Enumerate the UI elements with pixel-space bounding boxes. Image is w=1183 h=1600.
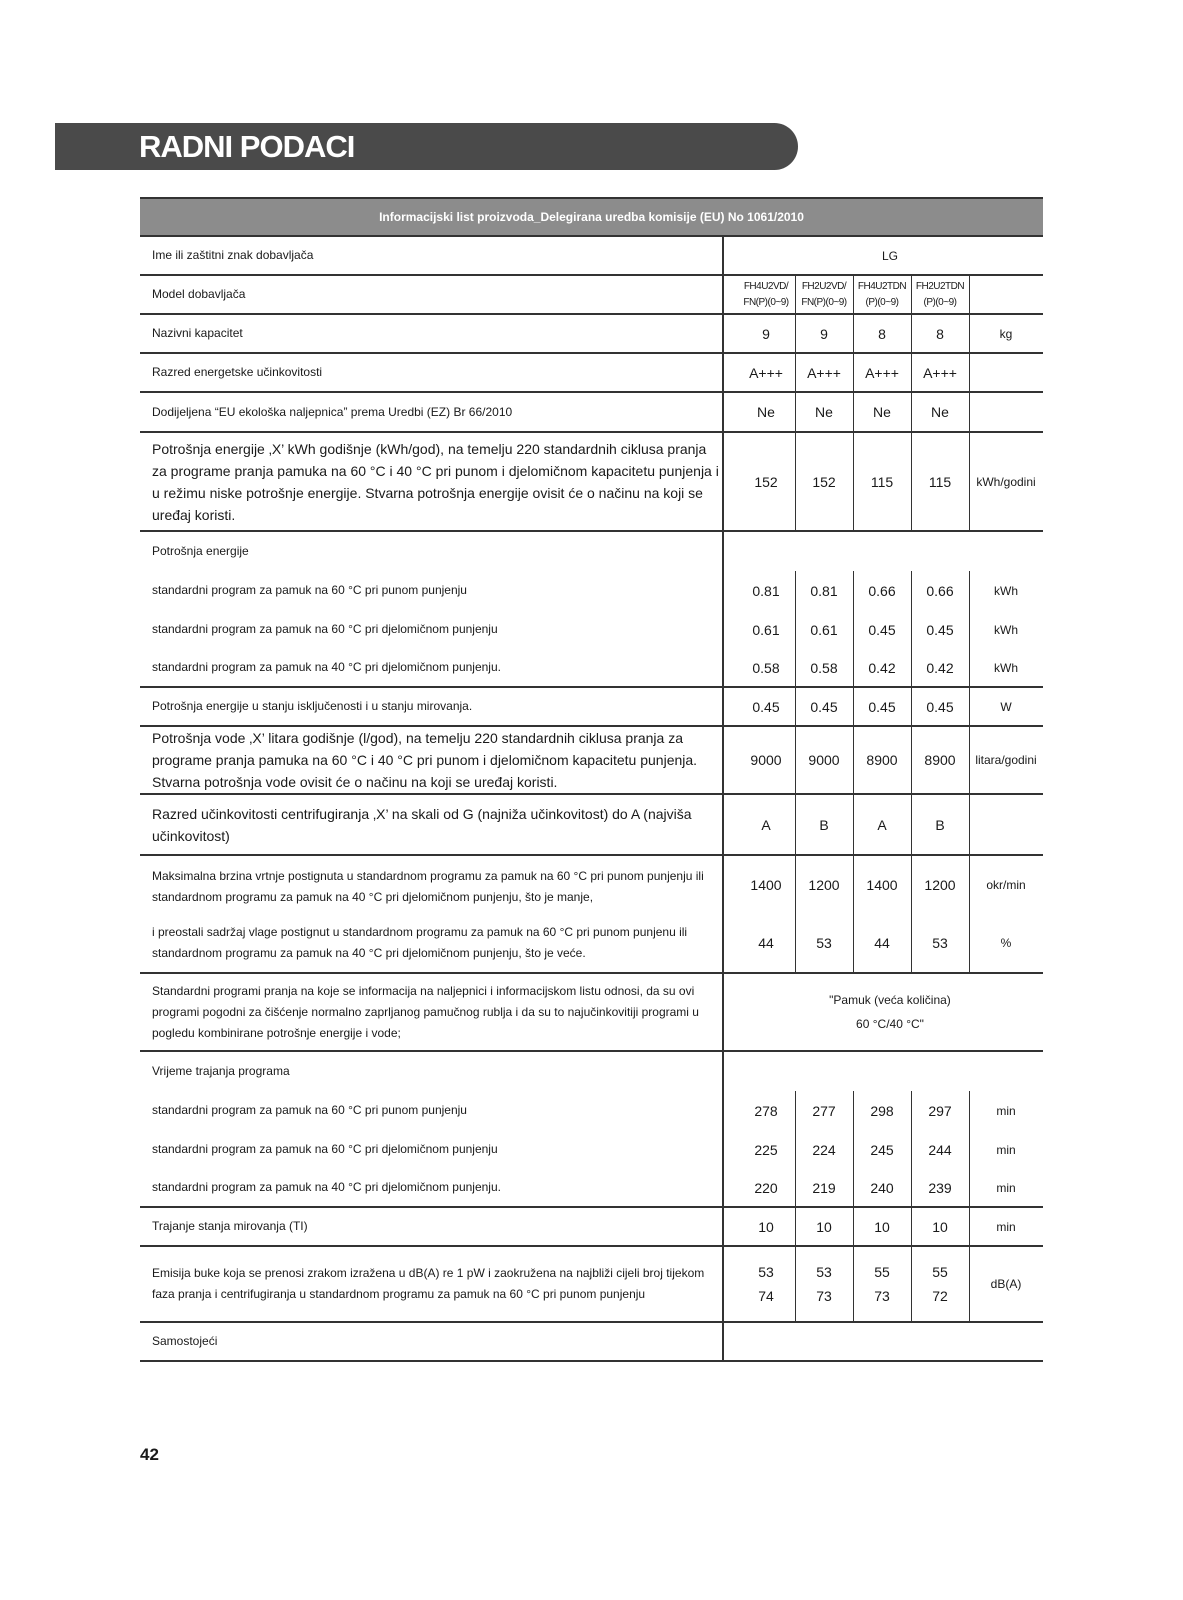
value-cell: 44 xyxy=(758,934,774,951)
table-row xyxy=(140,433,1043,532)
value-cell: Ne xyxy=(873,404,891,420)
unit-cell: kWh xyxy=(994,660,1018,675)
unit-cell xyxy=(969,393,1043,431)
table-row xyxy=(140,276,1043,315)
value-cell: 8900 xyxy=(866,752,898,768)
value-line: 72 xyxy=(932,1288,948,1304)
table-row xyxy=(140,1169,1043,1208)
value-cell: 244 xyxy=(928,1141,952,1158)
row-values xyxy=(737,571,1043,610)
row-values xyxy=(737,1169,1043,1206)
row-label: Razred energetske učinkovitosti xyxy=(152,365,323,379)
span-value xyxy=(737,237,1043,274)
table-row xyxy=(140,727,1043,795)
value-cell: 0.45 xyxy=(868,621,896,638)
value-cell: 298 xyxy=(870,1102,894,1119)
value-cell: A xyxy=(877,816,887,833)
unit-cell xyxy=(969,354,1043,391)
value-cell: 225 xyxy=(754,1141,778,1158)
value-cell: 224 xyxy=(812,1141,836,1158)
table-row xyxy=(140,1323,1043,1362)
unit-cell: dB(A) xyxy=(990,1277,1022,1291)
unit-cell: litara/godini xyxy=(975,753,1037,767)
value-line: FN(P)(0~9) xyxy=(801,296,847,308)
row-values xyxy=(737,237,1043,274)
value-cell: 0.42 xyxy=(926,659,954,676)
value-line: FH4U2TDN xyxy=(857,280,907,292)
value-cell: 10 xyxy=(932,1218,948,1235)
value-cell xyxy=(737,276,795,313)
table-row xyxy=(140,532,1043,571)
value-cell: 115 xyxy=(928,473,952,490)
value-line: 53 xyxy=(816,1264,832,1280)
span-value xyxy=(737,1052,1043,1091)
value-line: 73 xyxy=(816,1288,832,1304)
column-divider xyxy=(722,1247,724,1321)
value-cell: 1200 xyxy=(808,876,840,893)
value-cell: 9 xyxy=(820,325,828,342)
value-cell: 0.42 xyxy=(868,659,896,676)
value-cell xyxy=(795,276,853,313)
unit-cell: okr/min xyxy=(986,877,1026,892)
row-values xyxy=(737,688,1043,725)
table-row xyxy=(140,856,1043,913)
value-cell: 1400 xyxy=(866,876,898,893)
table-row xyxy=(140,1130,1043,1169)
table-row xyxy=(140,393,1043,433)
row-label: Potrošnja energije ‚X’ kWh godišnje (kWh/god), na temelju 220 standardnih ciklusa pranja za programe pranja pamuka na 60 °C i 40 °C pri punom i djelomičnom kapacitetu punjenja i u režimu niske potrošnje energije. Stvarna potrošnja energije ovisit će o načinu na koji se uređaj koristi. xyxy=(152,440,719,523)
value-cell: 0.58 xyxy=(810,659,838,676)
table-row xyxy=(140,237,1043,276)
table-row xyxy=(140,649,1043,688)
value-cell: 0.61 xyxy=(752,621,780,638)
table-row xyxy=(140,974,1043,1052)
value-cell: 8900 xyxy=(924,752,956,768)
column-divider xyxy=(722,856,724,913)
row-values xyxy=(737,354,1043,391)
value-line: 53 xyxy=(758,1264,774,1280)
value-cell: 1200 xyxy=(924,876,956,893)
table-row xyxy=(140,795,1043,856)
value-cell: 115 xyxy=(870,473,894,490)
row-label: Standardni programi pranja na koje se informacija na naljepnici i informacijskom listu odnosi, da su ovi programi pogodni za čišćenje normalno zaprljanog pamučnog rublja i da su to najučinkovitiji programi u pogledu kombinirane potrošnje energije i vode; xyxy=(152,983,699,1040)
value-cell: 0.81 xyxy=(810,582,838,599)
value-cell: 152 xyxy=(754,473,778,490)
value-line: (P)(0~9) xyxy=(865,296,899,308)
supplier-label: Ime ili zaštitni znak dobavljača xyxy=(152,248,314,262)
value-cell: B xyxy=(819,816,829,833)
value-cell: Ne xyxy=(757,404,775,420)
span-value-line-1: 60 °C/40 °C" xyxy=(856,1017,924,1031)
column-divider xyxy=(722,610,724,649)
value-cell: Ne xyxy=(931,404,949,420)
row-label: Razred učinkovitosti centrifugiranja ‚X’ na skali od G (najniža učinkovitost) do A (najviša učinkovitost) xyxy=(152,805,692,844)
span-value xyxy=(737,532,1043,571)
value-cell: 8 xyxy=(936,325,944,342)
model-label: Model dobavljača xyxy=(152,287,246,301)
value-cell xyxy=(911,1247,969,1321)
value-cell: 0.66 xyxy=(868,582,896,599)
row-values xyxy=(737,393,1043,431)
value-cell: 297 xyxy=(928,1102,952,1119)
column-divider xyxy=(722,237,724,274)
value-cell: 44 xyxy=(874,934,890,951)
span-value-line-0: LG xyxy=(881,248,898,263)
freestanding-label: Samostojeći xyxy=(152,1334,218,1348)
row-values xyxy=(737,1130,1043,1169)
row-values xyxy=(737,532,1043,571)
value-cell: 219 xyxy=(812,1179,836,1196)
value-cell: 9 xyxy=(762,325,770,342)
column-divider xyxy=(722,1169,724,1206)
column-divider xyxy=(722,1091,724,1130)
section-title: Vrijeme trajanja programa xyxy=(152,1064,290,1078)
value-line: FH2U2TDN xyxy=(915,280,965,292)
row-label: Nazivni kapacitet xyxy=(152,326,243,340)
column-divider xyxy=(722,571,724,610)
value-cell: 239 xyxy=(928,1179,952,1196)
row-label: standardni program za pamuk na 60 °C pri djelomičnom punjenju xyxy=(152,1142,498,1156)
value-cell: 0.45 xyxy=(868,698,896,715)
value-cell: 0.45 xyxy=(752,698,780,715)
value-cell: A+++ xyxy=(923,364,957,381)
column-divider xyxy=(722,433,724,530)
table-row xyxy=(140,913,1043,974)
table-row xyxy=(140,610,1043,649)
table-row xyxy=(140,1247,1043,1323)
table-row xyxy=(140,315,1043,354)
page-title: RADNI PODACI xyxy=(139,129,355,164)
row-values xyxy=(737,913,1043,972)
unit-cell xyxy=(969,795,1043,854)
column-divider xyxy=(722,795,724,854)
column-divider xyxy=(722,649,724,686)
column-divider xyxy=(722,727,724,793)
row-values xyxy=(737,856,1043,913)
table-header: Informacijski list proizvoda_Delegirana uredba komisije (EU) No 1061/2010 xyxy=(140,197,1043,237)
value-cell: A+++ xyxy=(749,364,783,381)
value-cell: 9000 xyxy=(808,752,840,768)
row-label: Potrošnja energije u stanju isključenosti i u stanju mirovanja. xyxy=(152,699,473,713)
value-line: 55 xyxy=(874,1264,890,1280)
row-label: Potrošnja vode ‚X’ litara godišnje (l/god), na temelju 220 standardnih ciklusa pranja za programe pranja pamuka na 60 °C i 40 °C pri punom i djelomičnom kapacitetu punjenja. Stvarna potrošnja vode ovisit će o načinu na koji se uređaj koristi. xyxy=(152,730,698,790)
unit-cell: % xyxy=(1000,935,1012,950)
table-row xyxy=(140,1091,1043,1130)
value-cell: 10 xyxy=(758,1218,774,1235)
value-cell: 8 xyxy=(878,325,886,342)
page-number: 42 xyxy=(140,1445,159,1464)
row-values xyxy=(737,1091,1043,1130)
table-row xyxy=(140,354,1043,393)
column-divider xyxy=(722,393,724,431)
value-cell: 53 xyxy=(932,934,948,951)
value-cell xyxy=(853,1247,911,1321)
row-values xyxy=(737,795,1043,854)
unit-cell: min xyxy=(996,1219,1016,1234)
column-divider xyxy=(722,1208,724,1245)
section-banner xyxy=(55,123,798,170)
row-values xyxy=(737,1323,1043,1360)
product-info-table xyxy=(140,197,1043,1362)
row-values xyxy=(737,1247,1043,1321)
row-values xyxy=(737,1052,1043,1091)
value-line: FH2U2VD/ xyxy=(801,280,847,292)
value-cell: Ne xyxy=(815,404,833,420)
value-line: 74 xyxy=(758,1288,774,1304)
column-divider xyxy=(722,532,724,571)
value-line: (P)(0~9) xyxy=(923,296,957,308)
value-line: 73 xyxy=(874,1288,890,1304)
value-cell: 152 xyxy=(812,473,836,490)
value-cell: B xyxy=(935,816,945,833)
row-values xyxy=(737,1208,1043,1245)
value-cell: 0.45 xyxy=(810,698,838,715)
value-cell: 245 xyxy=(870,1141,894,1158)
unit-cell xyxy=(969,276,1043,313)
column-divider xyxy=(722,688,724,725)
row-values xyxy=(737,315,1043,352)
row-label: standardni program za pamuk na 60 °C pri punom punjenju xyxy=(152,1103,467,1117)
unit-cell: min xyxy=(996,1103,1016,1118)
value-cell: 0.45 xyxy=(926,698,954,715)
row-values xyxy=(737,610,1043,649)
value-cell: A+++ xyxy=(865,364,899,381)
unit-cell: kWh xyxy=(994,622,1018,637)
row-values xyxy=(737,974,1043,1050)
value-cell: A xyxy=(761,816,771,833)
section-title: Potrošnja energije xyxy=(152,544,249,558)
row-values xyxy=(737,649,1043,686)
unit-cell: kWh xyxy=(994,583,1018,598)
value-cell: 53 xyxy=(816,934,832,951)
value-cell xyxy=(911,276,969,313)
value-cell: 0.61 xyxy=(810,621,838,638)
span-value-line-0: "Pamuk (veća količina) xyxy=(829,993,951,1007)
column-divider xyxy=(722,354,724,391)
value-cell: 0.81 xyxy=(752,582,780,599)
table-row xyxy=(140,1208,1043,1247)
column-divider xyxy=(722,913,724,972)
row-label: standardni program za pamuk na 40 °C pri djelomičnom punjenju. xyxy=(152,1180,501,1194)
value-cell: 0.45 xyxy=(926,621,954,638)
column-divider xyxy=(722,1323,724,1360)
value-cell: 240 xyxy=(870,1179,894,1196)
value-cell: 0.58 xyxy=(752,659,780,676)
row-values xyxy=(737,276,1043,313)
row-label: standardni program za pamuk na 40 °C pri djelomičnom punjenju. xyxy=(152,660,501,674)
value-cell xyxy=(853,276,911,313)
table-row xyxy=(140,1052,1043,1091)
unit-cell: min xyxy=(996,1142,1016,1157)
value-line: FN(P)(0~9) xyxy=(743,296,789,308)
value-cell: 277 xyxy=(812,1102,836,1119)
value-cell: 1400 xyxy=(750,876,782,893)
unit-cell: W xyxy=(1000,699,1012,714)
table-row xyxy=(140,571,1043,610)
column-divider xyxy=(722,276,724,313)
value-line: FH4U2VD/ xyxy=(743,280,789,292)
row-label: Emisija buke koja se prenosi zrakom izražena u dB(A) re 1 pW i zaokružena na najbliži cijeli broj tijekom faza pranja i centrifugiranja u standardnom programu za pamuk na 60 °C pri punom punjenju xyxy=(152,1266,705,1301)
column-divider xyxy=(722,974,724,1050)
column-divider xyxy=(722,1052,724,1091)
row-values xyxy=(737,433,1043,530)
value-cell: 278 xyxy=(754,1102,778,1119)
span-value xyxy=(737,974,1043,1050)
value-cell: 10 xyxy=(816,1218,832,1235)
value-cell: 10 xyxy=(874,1218,890,1235)
row-label: standardni program za pamuk na 60 °C pri djelomičnom punjenju xyxy=(152,622,498,636)
value-cell: 0.66 xyxy=(926,582,954,599)
value-cell: A+++ xyxy=(807,364,841,381)
row-label: Trajanje stanja mirovanja (TI) xyxy=(152,1219,308,1233)
row-values xyxy=(737,727,1043,793)
table-row xyxy=(140,688,1043,727)
unit-cell: min xyxy=(996,1180,1016,1195)
unit-cell: kg xyxy=(999,326,1013,341)
value-cell xyxy=(737,1247,795,1321)
value-line: 55 xyxy=(932,1264,948,1280)
row-label: standardni program za pamuk na 60 °C pri punom punjenju xyxy=(152,583,467,597)
row-label: Dodijeljena “EU ekološka naljepnica” prema Uredbi (EZ) Br 66/2010 xyxy=(152,404,513,419)
column-divider xyxy=(722,1130,724,1169)
row-label: i preostali sadržaj vlage postignut u standardnom programu za pamuk na 60 °C pri punom punjenu ili standardnom programu za pamuk na 40 °C pri djelomičnom punjenju, što je veće. xyxy=(152,924,688,960)
value-cell: 9000 xyxy=(750,752,782,768)
value-cell xyxy=(795,1247,853,1321)
row-label: Maksimalna brzina vrtnje postignuta u standardnom programu za pamuk na 60 °C pri punom punjenju ili standardnom programu za pamuk na 40 °C pri djelomičnom punjenju, što je manje, xyxy=(152,869,704,904)
value-cell: 220 xyxy=(754,1179,778,1196)
column-divider xyxy=(722,315,724,352)
unit-cell: kWh/godini xyxy=(976,474,1036,489)
